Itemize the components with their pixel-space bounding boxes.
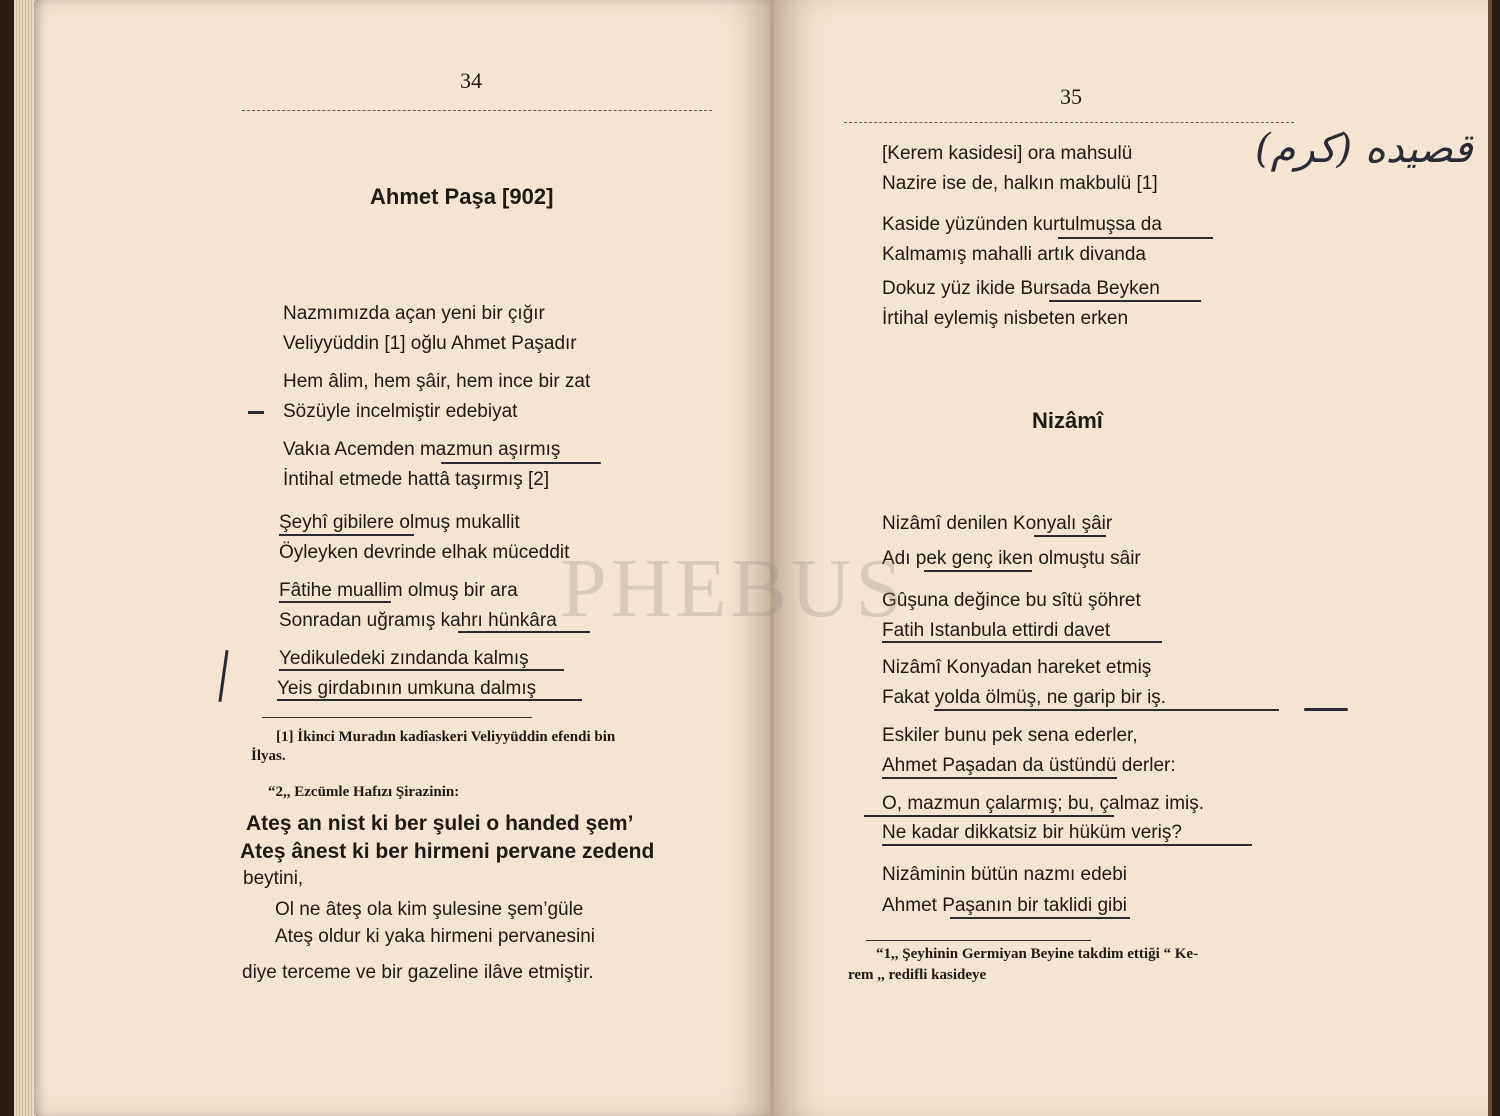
margin-dash-mark <box>248 411 264 414</box>
verse-line: Sonradan uğramış kahrı hünkâra <box>279 610 557 631</box>
verse-line: Gûşuna değince bu sîtü şöhret <box>882 590 1141 611</box>
translation-line-1: Ol ne âteş ola kim şulesine şem’güle <box>275 899 584 920</box>
footnote-rule <box>262 717 532 718</box>
verse-line: Yedikuledeki zındanda kalmış <box>279 648 529 669</box>
footnote-1: [1] İkinci Muradın kadîaskeri Veliyyüddin efendi bin <box>276 729 616 745</box>
footnote-1: “1,, Şeyhinin Germiyan Beyine takdim ettiği “ Ke- <box>876 946 1199 962</box>
verse-line: Nizâmî denilen Konyalı şâir <box>882 513 1113 534</box>
verse-line: Kalmamış mahalli artık divanda <box>882 244 1146 265</box>
closing-line: diye terceme ve bir gazeline ilâve etmiştir. <box>242 962 594 983</box>
verse-line: Kaside yüzünden kurtulmuşsa da <box>882 214 1162 235</box>
verse-line: Nazire ise de, halkın makbulü [1] <box>882 173 1158 194</box>
poem-title-ahmet-pasa: Ahmet Paşa [902] <box>370 184 554 209</box>
verse-line: Hem âlim, hem şâir, hem ince bir zat <box>283 371 591 392</box>
verse-line: Adı pek genç iken olmuştu sâir <box>882 548 1141 569</box>
quote-line-1: Ateş an nist ki ber şulei o handed şem’ <box>246 812 634 835</box>
underline-mark <box>924 570 1032 572</box>
verse-line: [Kerem kasidesi] ora mahsulü <box>882 143 1133 164</box>
verse-line: Ne kadar dikkatsiz bir hüküm veriş? <box>882 822 1182 843</box>
footnote-2: “2,, Ezcümle Hafızı Şirazinin: <box>268 784 460 800</box>
verse-line: Ahmet Paşadan da üstündü derler: <box>882 755 1176 776</box>
verse-line: Ahmet Paşanın bir taklidi gibi <box>882 895 1128 916</box>
underline-mark <box>864 815 1114 817</box>
poem-title-nizami: Nizâmî <box>1032 408 1103 433</box>
verse-line: Vakıa Acemden mazmun aşırmış <box>283 439 561 460</box>
verse-line: İntihal etmede hattâ taşırmış [2] <box>283 469 550 490</box>
margin-dash-mark <box>1304 708 1348 711</box>
verse-line: Fatih Istanbula ettirdi davet <box>882 620 1111 641</box>
translation-line-2: Ateş oldur ki yaka hirmeni pervanesini <box>275 926 595 947</box>
underline-mark <box>934 709 1279 711</box>
underline-mark <box>279 669 564 671</box>
verse-line: Şeyhî gibilere olmuş mukallit <box>279 512 520 533</box>
underline-mark <box>882 844 1252 846</box>
handwritten-note: (کرم) قصیده <box>1255 126 1473 172</box>
footnote-rule <box>866 940 1091 941</box>
verse-line: O, mazmun çalarmış; bu, çalmaz imiş. <box>882 793 1205 814</box>
verse-line: Nizâminin bütün nazmı edebi <box>882 864 1128 885</box>
underline-mark <box>279 534 414 536</box>
underline-mark <box>882 777 1117 779</box>
verse-line: Fâtihe muallim olmuş bir ara <box>279 580 518 601</box>
verse-line: Nizâmî Konyadan hareket etmiş <box>882 657 1152 678</box>
watermark: PHEBUS <box>560 542 907 635</box>
verse-line: Sözüyle incelmiştir edebiyat <box>283 401 518 422</box>
underline-mark <box>950 917 1130 919</box>
header-rule <box>242 110 712 111</box>
underline-mark <box>279 601 391 603</box>
footnote-1-cont: rem ,, redifli kasideye <box>848 967 987 983</box>
underline-mark <box>277 699 582 701</box>
verse-line: Öyleyken devrinde elhak müceddit <box>279 542 570 563</box>
header-rule <box>844 122 1294 123</box>
underline-mark <box>1049 300 1201 302</box>
underline-mark <box>1034 535 1106 537</box>
verse-line: Yeis girdabının umkuna dalmış <box>277 678 537 699</box>
footnote-1-cont: İlyas. <box>251 748 286 764</box>
margin-vertical-mark <box>218 650 228 702</box>
verse-line: Eskiler bunu pek sena ederler, <box>882 725 1138 746</box>
page-number-left: 34 <box>460 68 482 93</box>
underline-mark <box>1058 237 1213 239</box>
verse-line: Nazmımızda açan yeni bir çığır <box>283 303 545 324</box>
underline-mark <box>441 462 601 464</box>
page-number-right: 35 <box>1060 84 1082 109</box>
verse-line: Dokuz yüz ikide Bursada Beyken <box>882 278 1160 299</box>
verse-line: İrtihal eylemiş nisbeten erken <box>882 308 1129 329</box>
verse-line: Fakat yolda ölmüş, ne garip bir iş. <box>882 687 1167 708</box>
verse-line: Veliyyüddin [1] oğlu Ahmet Paşadır <box>283 333 577 354</box>
quote-line-2: Ateş ânest ki ber hirmeni pervane zedend <box>240 840 655 863</box>
underline-mark <box>882 641 1162 643</box>
beytini-text: beytini, <box>243 868 304 889</box>
page-edges <box>14 0 36 1116</box>
